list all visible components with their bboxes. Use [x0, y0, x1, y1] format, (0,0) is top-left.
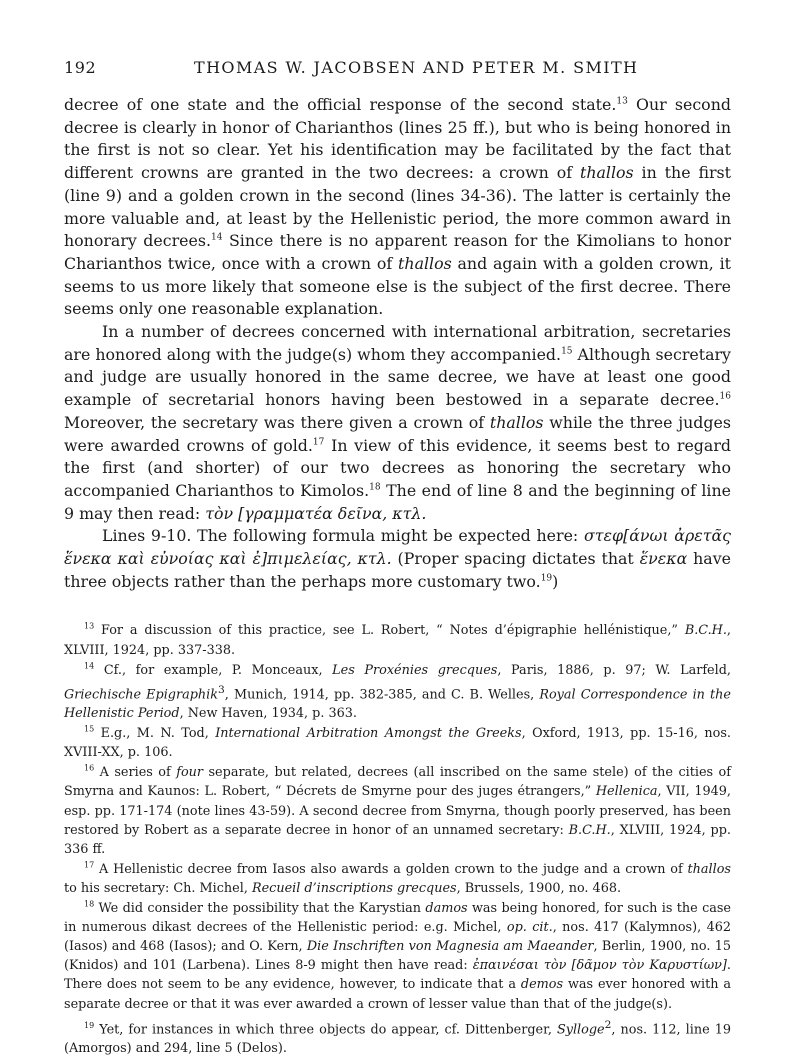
footnote-number: 14 — [84, 661, 95, 671]
footnote-number: 16 — [84, 764, 95, 774]
text: , Paris, 1886, p. 97; W. Larfeld, — [497, 662, 731, 678]
footnote-ref-16[interactable]: 16 — [719, 391, 731, 402]
footnote-ref-13[interactable]: 13 — [616, 96, 628, 107]
text: , Berlin, 1900, no. 15 (Knidos) and 101 (Larbena). Lines 8-9 might then have read: — [64, 939, 731, 974]
greek-text: στεφ[άνωι ἀρετᾶς ἕνεκα καὶ εὐνοίας καὶ ἐ]πιμελείας, κτλ. — [64, 526, 731, 569]
text: , Munich, 1914, pp. 382-385, and C. B. Welles, — [224, 687, 540, 703]
italic-title: B.C.H. — [684, 623, 727, 639]
italic-title: Die Inschriften von Magnesia am Maeander — [306, 939, 594, 955]
text: and again with a golden crown, it seems to us more likely that someone else is the subject of the first decree. There seems only one reasonable explanation. — [64, 253, 731, 319]
page-number: 192 — [64, 58, 97, 77]
text: was ever honored with a separate decree or that it was ever awarded a crown of lesser value than that of the judge(s). — [64, 977, 731, 1012]
footnote-number: 18 — [84, 899, 95, 909]
footnote-ref-17[interactable]: 17 — [312, 437, 325, 448]
text: Lines 9-10. The following formula might be expected here: — [102, 526, 584, 546]
text: , New Haven, 1934, p. 363. — [179, 706, 357, 722]
italic-term: thallos — [398, 253, 452, 273]
text: A Hellenistic decree from Iasos also awards a golden crown to the judge and a crown of — [99, 861, 688, 877]
text: , nos. 417 (Kalymnos), 462 (Iasos) and 468 (Iasos); and O. Kern, — [64, 920, 732, 955]
text: For a discussion of this practice, see L. Robert, “ Notes d’épigraphie hellénistique,” — [101, 623, 685, 639]
footnote-ref-15[interactable]: 15 — [561, 346, 573, 357]
italic-title: Sylloge — [556, 1021, 605, 1037]
text: Cf., for example, P. Monceaux, — [103, 662, 333, 678]
text: Our second decree is clearly in honor of Charianthos (lines 25 ff.), but who is being honored in the first is not so clear. Yet his identification may be facilitated by the fact that different crowns are granted in the two decrees: a crown of — [64, 95, 731, 183]
footnote-ref-14[interactable]: 14 — [211, 232, 223, 243]
greek-text: ἐπαινέσαι τὸν [δᾶμον τὸν Καρυστίων] — [472, 958, 727, 974]
running-title: THOMAS W. JACOBSEN AND PETER M. SMITH — [194, 58, 639, 77]
text: while the three judges were awarded crowns of gold. — [64, 412, 731, 455]
body-text — [64, 94, 731, 593]
footnote-17 — [64, 860, 731, 898]
footnote-number: 19 — [84, 1020, 95, 1030]
text: to his secretary: Ch. Michel, — [64, 880, 252, 896]
italic-term: thallos — [489, 412, 544, 432]
italic-title: Royal Correspondence in the Hellenistic Period — [64, 687, 731, 722]
footnote-18 — [64, 899, 731, 1014]
text: Moreover, the secretary was there given a crown of — [64, 412, 490, 432]
text: , VII, 1949, esp. pp. 171-174 (note lines 43-59). A second decree from Smyrna, though poorly preserved, has been restored by Robert as a separate decree in honor of an unnamed secretary: — [64, 784, 731, 838]
text: have three objects rather than the perhaps more customary two. — [64, 549, 731, 591]
text: ) — [552, 571, 559, 591]
text: Yet, for instances in which three objects do appear, cf. Dittenberger, — [99, 1021, 557, 1037]
italic-title: International Arbitration Amongst the Greeks — [215, 726, 522, 742]
footnote-19 — [64, 1015, 731, 1058]
footnote-14 — [64, 661, 731, 724]
footnotes — [64, 621, 731, 1058]
italic-title: Griechische Epigraphik — [64, 687, 219, 703]
italic-title: Les Proxénies grecques — [332, 662, 498, 678]
greek-text: ἕνεκα — [639, 549, 688, 569]
text: decree of one state and the official response of the second state. — [64, 95, 617, 114]
footnote-13 — [64, 621, 731, 659]
footnote-number: 15 — [84, 724, 95, 734]
text: , XLVIII, 1924, pp. 337-338. — [64, 623, 731, 658]
text: A series of — [99, 765, 177, 781]
footnote-number: 17 — [84, 860, 95, 870]
italic-title: Hellenica — [595, 784, 658, 800]
footnote-number: 13 — [84, 622, 95, 632]
text: Since there is no apparent reason for the Kimolians to honor Charianthos twice, once with a crown of — [64, 231, 731, 273]
italic-term: thallos — [687, 861, 731, 877]
text: in the first (line 9) and a golden crown in the second (lines 34-36). The latter is certainly the more valuable and, at least by the Hellenistic period, the more common award in honorary decrees. — [64, 163, 731, 251]
italic-term: thallos — [579, 163, 634, 183]
text: . There does not seem to be any evidence, however, to indicate that a — [64, 958, 731, 993]
text: The end of line 8 and the beginning of line 9 may then read: — [64, 480, 732, 523]
text: , XLVIII, 1924, pp. 336 ff. — [64, 822, 732, 857]
footnote-ref-18[interactable]: 18 — [369, 482, 381, 493]
footnote-ref-19[interactable]: 19 — [540, 573, 553, 584]
footnote-15 — [64, 724, 731, 762]
greek-text: τὸν [γραμματέα δεῖνα, κτλ. — [205, 503, 427, 523]
text: separate, but related, decrees (all inscribed on the same stele) of the cities of Smyrna and Kaunos: L. Robert, “ Décrets de Smyrne pour des juges étrangers,” — [64, 765, 731, 800]
text: We did consider the possibility that the Karystian — [98, 901, 426, 917]
text: Although secretary and judge are usually honored in the same decree, we have at least one good example of secretarial honors having been bestowed in a separate decree. — [64, 344, 731, 410]
italic-term: demos — [520, 977, 564, 993]
paragraph-2 — [64, 321, 731, 525]
running-head — [64, 58, 731, 84]
italic-term: damos — [425, 901, 468, 917]
paragraph-1 — [64, 94, 731, 321]
text: was being honored, for such is the case in numerous dikast decrees of the Hellenistic period: e.g. Michel, — [64, 901, 732, 936]
text: In view of this evidence, it seems best to regard the first (and shorter) of our two decrees as honoring the secretary who accompanied Charianthos to Kimolos. — [64, 435, 731, 500]
text: E.g., M. N. Tod, — [100, 726, 216, 742]
paragraph-3 — [64, 525, 731, 593]
italic-title: B.C.H. — [568, 822, 611, 838]
text: , Oxford, 1913, pp. 15-16, nos. XVIII-XX, p. 106. — [64, 726, 731, 761]
text: In a number of decrees concerned with international arbitration, secretaries are honored along with the judge(s) whom they accompanied. — [64, 322, 731, 364]
edition-superscript: 3 — [218, 682, 225, 696]
footnote-16 — [64, 763, 731, 858]
italic-term: op. cit. — [506, 920, 553, 936]
text: (Proper spacing dictates that — [391, 549, 640, 569]
text: , nos. 112, line 19 (Amorgos) and 294, line 5 (Delos). — [64, 1021, 732, 1056]
italic-term: four — [176, 765, 204, 781]
italic-title: Recueil d’inscriptions grecques — [251, 880, 457, 896]
edition-superscript: 2 — [604, 1017, 612, 1031]
text: , Brussels, 1900, no. 468. — [456, 880, 622, 896]
